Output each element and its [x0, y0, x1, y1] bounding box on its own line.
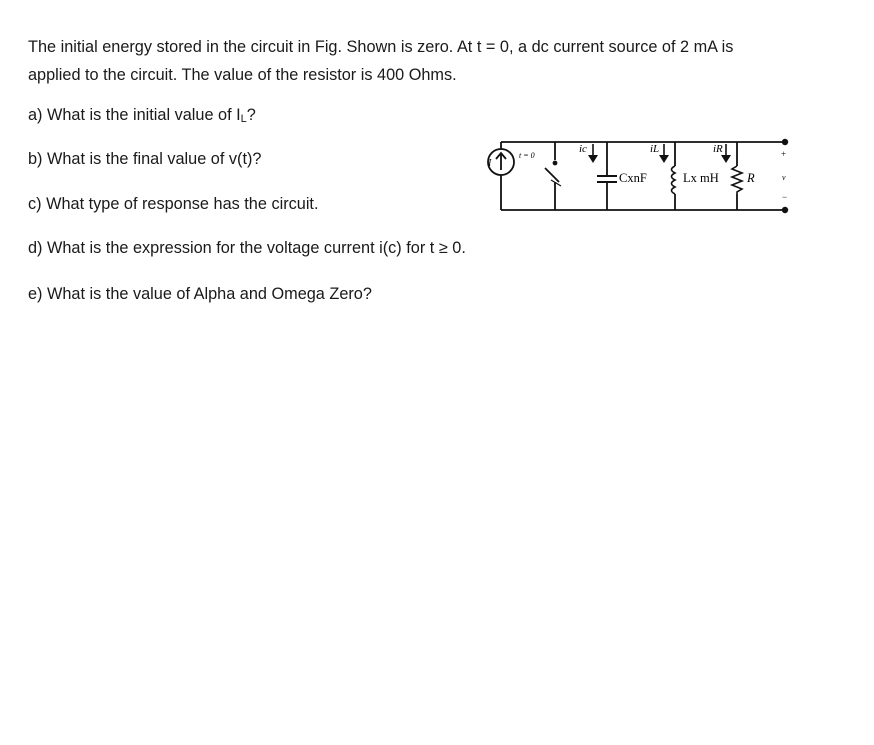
problem-intro-line1: The initial energy stored in the circuit in Fig. Shown is zero. At t = 0, a dc current source of 2 mA is	[28, 38, 734, 56]
resistor-label: R	[747, 171, 755, 185]
question-c: c) What type of response has the circuit.	[28, 195, 319, 213]
question-b: b) What is the final value of v(t)?	[28, 150, 262, 168]
question-e: e) What is the value of Alpha and Omega Zero?	[28, 285, 372, 303]
problem-statement	[28, 33, 818, 89]
capacitor-symbol	[597, 176, 617, 182]
source-label: I	[488, 158, 492, 169]
current-source-symbol	[488, 149, 514, 175]
question-d: d) What is the expression for the voltage current i(c) for t ≥ 0.	[28, 239, 466, 257]
ic-label: ic	[579, 143, 587, 155]
ir-label: iR	[713, 143, 723, 155]
inductor-label: Lx mH	[683, 171, 719, 185]
capacitor-label: CxnF	[619, 171, 647, 185]
problem-intro-line2: applied to the circuit. The value of the resistor is 400 Ohms.	[28, 66, 457, 84]
il-label: iL	[650, 143, 660, 155]
resistor-zigzag-symbol	[732, 166, 742, 194]
question-a-subscript: L	[240, 113, 247, 125]
switch-blade	[545, 168, 559, 182]
question-a-text: a) What is the initial value of I	[28, 106, 241, 124]
voltage-label: v	[782, 173, 786, 182]
switch-label: t = 0	[519, 151, 535, 160]
current-arrows	[588, 144, 731, 163]
rlc-circuit-figure	[455, 130, 805, 216]
voltage-minus-label: −	[782, 192, 788, 202]
question-a	[28, 104, 256, 130]
question-a-suffix: ?	[246, 106, 256, 124]
inductor-coil-symbol	[672, 166, 676, 194]
switch-symbol	[551, 161, 561, 186]
voltage-plus-label: +	[781, 149, 787, 159]
